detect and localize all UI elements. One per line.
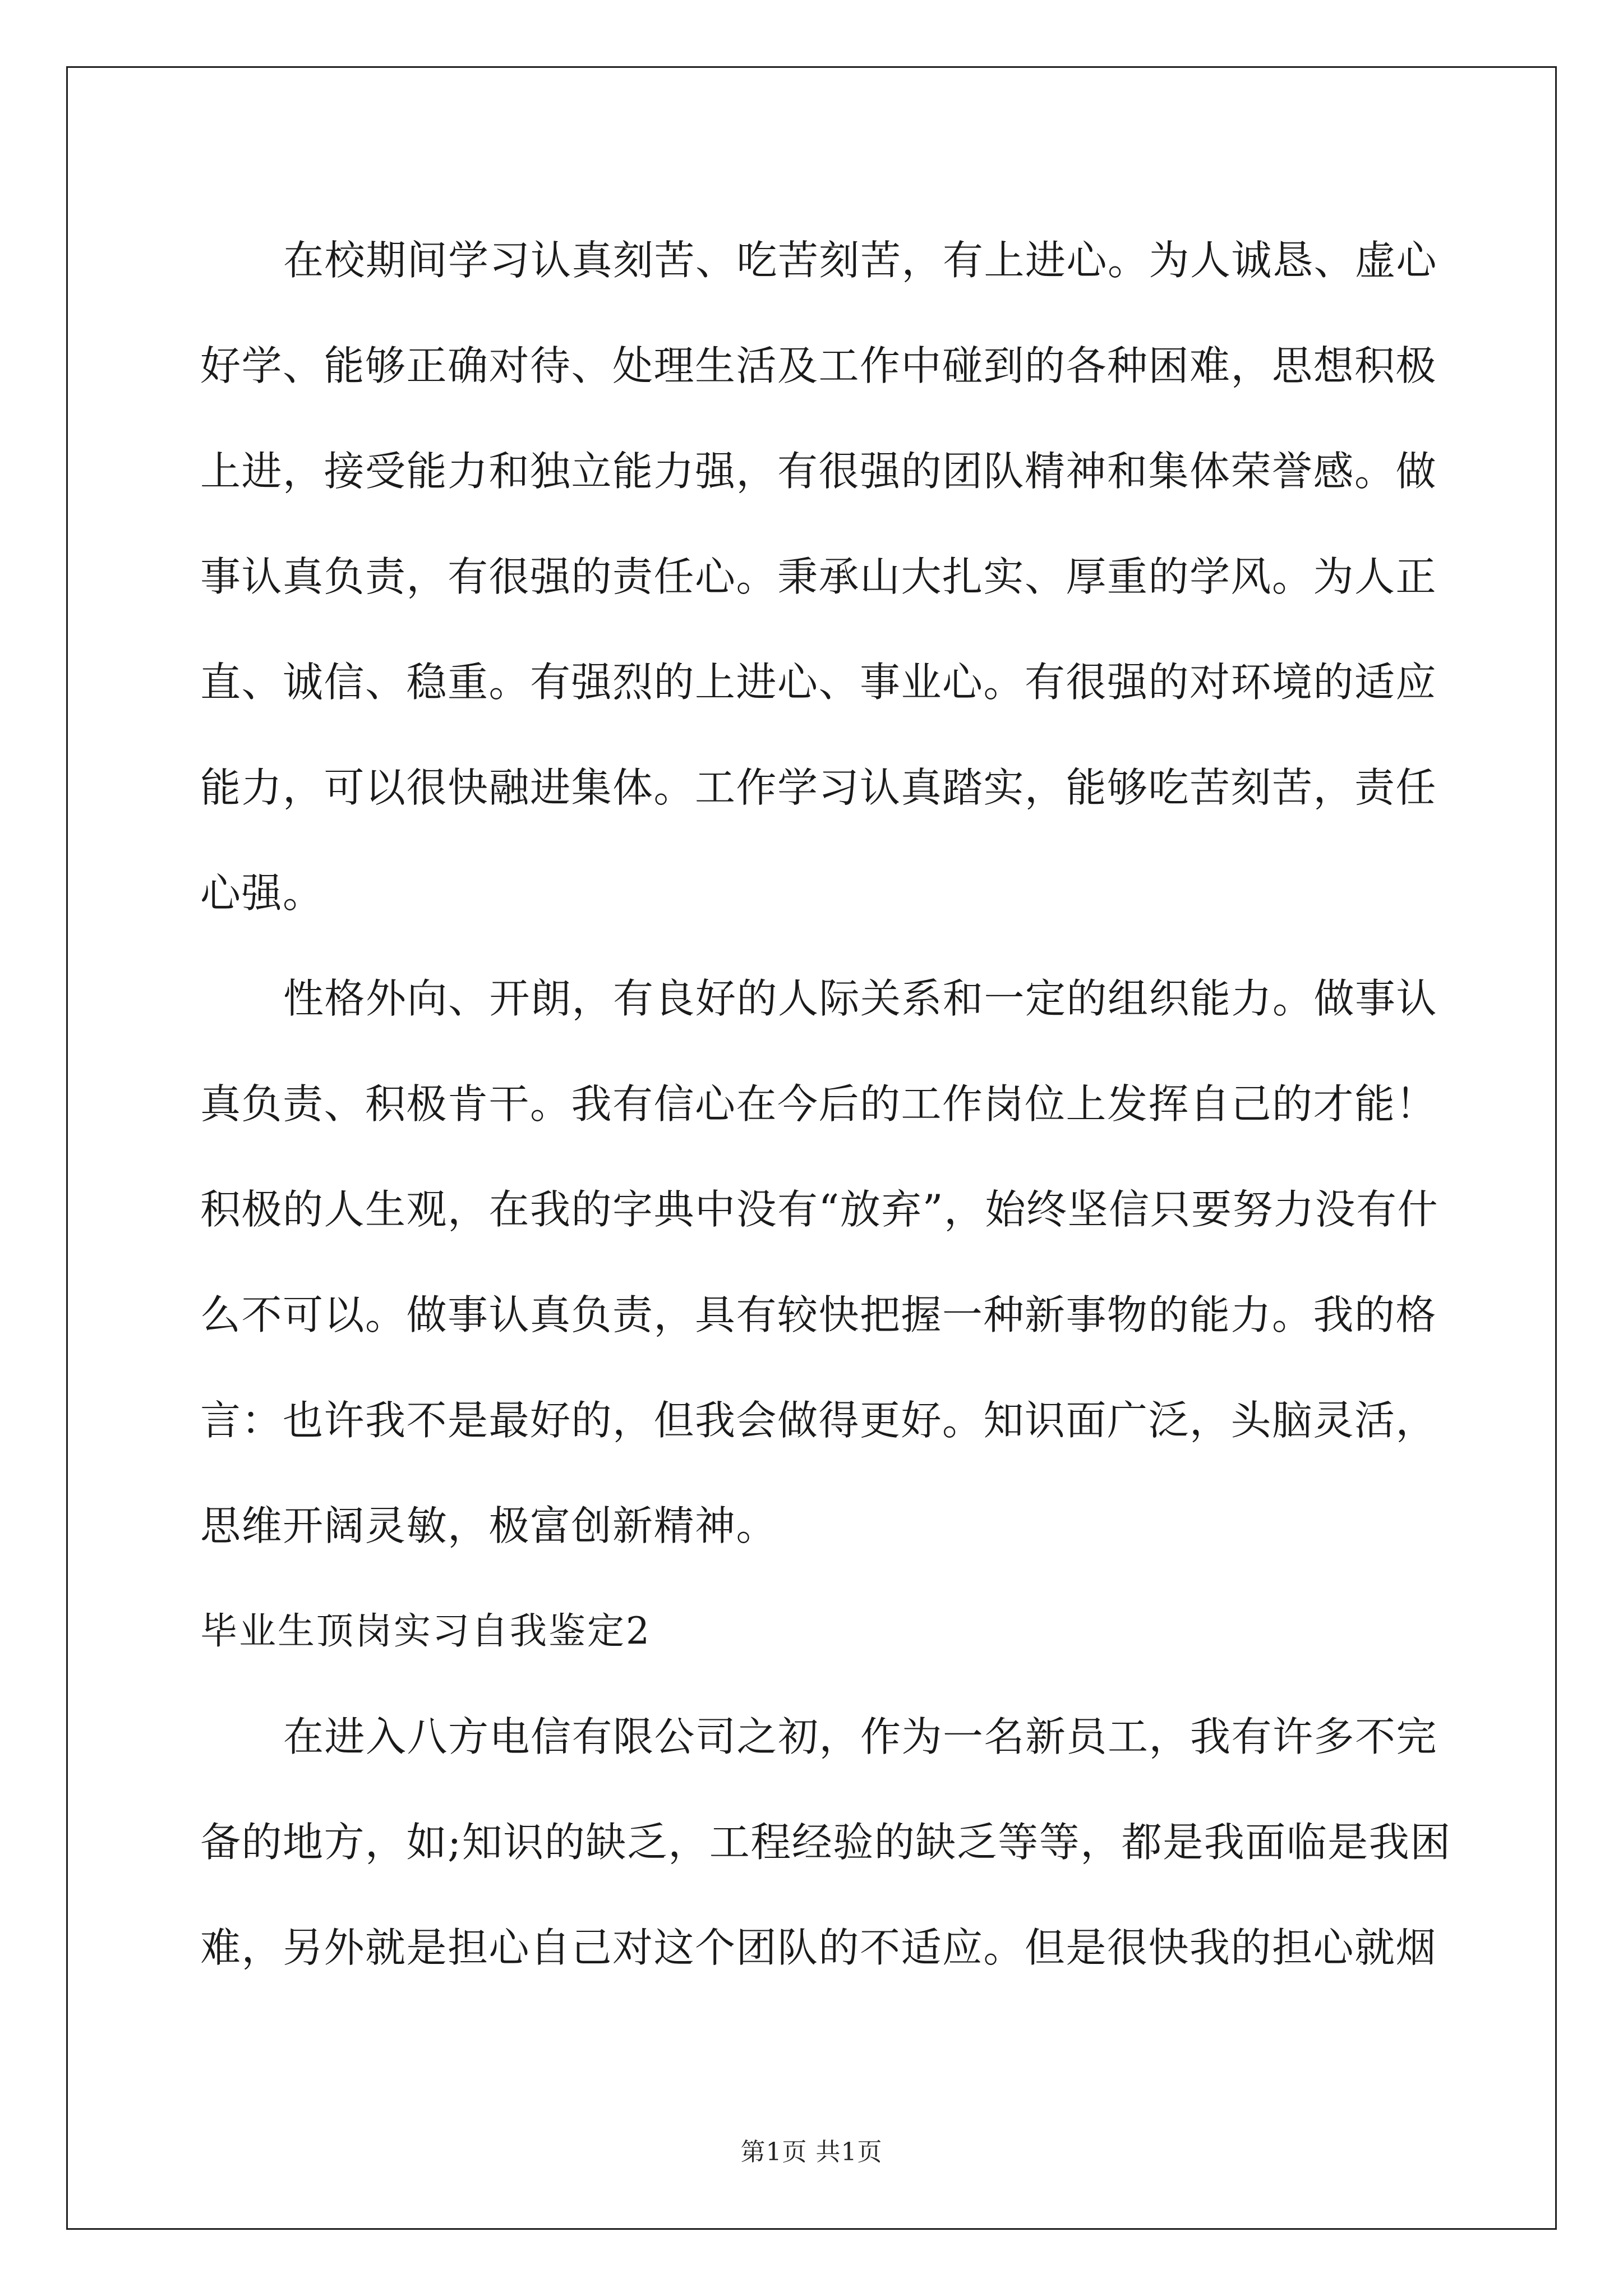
- text-line: 思维开阔灵敏，极富创新精神。: [200, 1502, 778, 1549]
- text-line: 事认真负责，有很强的责任心。秉承山大扎实、厚重的学风。为人正: [200, 553, 1437, 600]
- text-line: 能力，可以很快融进集体。工作学习认真踏实，能够吃苦刻苦，责任: [200, 764, 1437, 811]
- text-line: 在校期间学习认真刻苦、吃苦刻苦，有上进心。为人诚恳、虚心: [283, 237, 1438, 284]
- text-line: 真负责、积极肯干。我有信心在今后的工作岗位上发挥自己的才能！: [200, 1080, 1437, 1128]
- text-line: 性格外向、开朗，有良好的人际关系和一定的组织能力。做事认: [283, 975, 1438, 1022]
- text-line: 难，另外就是担心自己对这个团队的不适应。但是很快我的担心就烟: [200, 1924, 1437, 1971]
- text-line: 好学、能够正确对待、处理生活及工作中碰到的各种困难，思想积极: [200, 342, 1437, 389]
- paragraph-3: [200, 1684, 1451, 2000]
- paragraph-2: [200, 946, 1439, 1579]
- text-line: 上进，接受能力和独立能力强，有很强的团队精神和集体荣誉感。做: [200, 448, 1437, 495]
- page-number-footer: 第1页 共1页: [740, 2138, 883, 2166]
- text-line: 么不可以。做事认真负责，具有较快把握一种新事物的能力。我的格: [200, 1291, 1437, 1338]
- text-line: 言：也许我不是最好的，但我会做得更好。知识面广泛，头脑灵活，: [200, 1397, 1437, 1444]
- text-line: 积极的人生观，在我的字典中没有“放弃”，始终坚信只要努力没有什: [200, 1186, 1439, 1233]
- text-line: 备的地方，如;知识的缺乏，工程经验的缺乏等等，都是我面临是我困: [200, 1819, 1451, 1866]
- text-line: 直、诚信、稳重。有强烈的上进心、事业心。有很强的对环境的适应: [200, 659, 1437, 706]
- text-line: 在进入八方电信有限公司之初，作为一名新员工，我有许多不完: [283, 1713, 1438, 1760]
- text-line: 心强。: [200, 869, 324, 917]
- document-body: [200, 208, 1451, 2000]
- section-heading: 毕业生顶岗实习自我鉴定2: [200, 1609, 651, 1653]
- paragraph-1: [200, 208, 1438, 946]
